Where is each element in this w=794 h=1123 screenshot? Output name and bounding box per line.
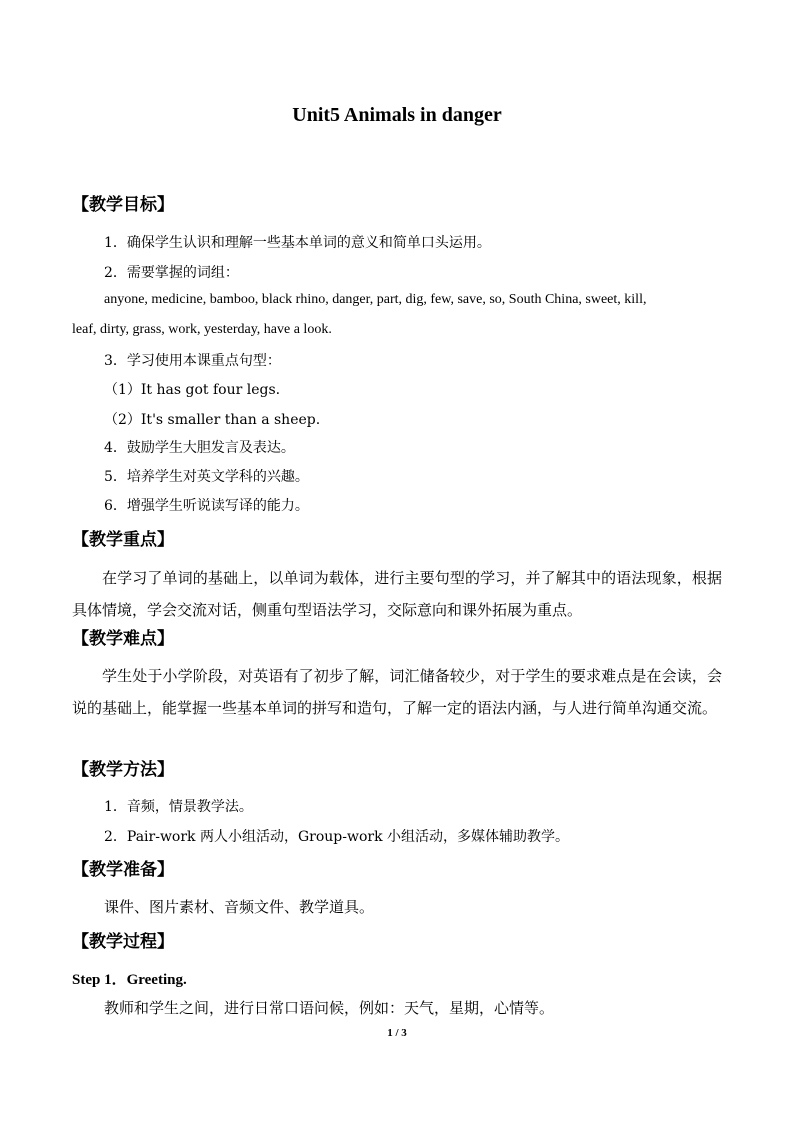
heading-methods: 【教学方法】 [72,760,174,780]
heading-difficulties: 【教学难点】 [72,629,174,649]
key-points-text: 在学习了单词的基础上，以单词为载体，进行主要句型的学习，并了解其中的语法现象，根据具体情境，学会交流对话，侧重句型语法学习，交际意向和课外拓展为重点。 [72,569,722,619]
objective-vocab-line-1: anyone, medicine, bamboo, black rhino, danger, part, dig, few, save, so, South China, sweet, kill, [104,292,647,307]
heading-process: 【教学过程】 [72,932,174,952]
document-title: Unit5 Animals in danger [292,104,502,126]
step-1-text: 教师和学生之间，进行日常口语问候，例如：天气，星期，心情等。 [104,999,555,1017]
heading-preparation: 【教学准备】 [72,860,174,880]
heading-key-points: 【教学重点】 [72,530,174,550]
objective-item-6: 6．增强学生听说读写译的能力。 [104,498,309,514]
page-indicator: 1 / 3 [387,1027,407,1039]
objective-sentence-1: （1）It has got four legs. [104,382,281,398]
method-item-2: 2．Pair-work 两人小组活动，Group-work 小组活动，多媒体辅助教学。 [104,829,570,845]
method-item-1: 1．音频，情景教学法。 [104,799,253,815]
objective-vocab-line-2: leaf, dirty, grass, work, yesterday, have a look. [72,322,332,337]
objective-item-2: 2．需要掌握的词组： [104,265,239,281]
objective-sentence-2: （2）It's smaller than a sheep. [104,412,321,428]
objective-item-3: 3．学习使用本课重点句型： [104,353,281,369]
heading-objectives: 【教学目标】 [72,195,174,215]
objective-item-1: 1．确保学生认识和理解一些基本单词的意义和简单口头运用。 [104,235,491,251]
objective-item-5: 5．培养学生对英文学科的兴趣。 [104,469,309,485]
difficulties-text: 学生处于小学阶段，对英语有了初步了解，词汇储备较少，对于学生的要求难点是在会读，会说的基础上，能掌握一些基本单词的拼写和造句，了解一定的语法内涵，与人进行简单沟通交流。 [72,667,722,717]
step-1-title: Step 1．Greeting. [72,972,187,988]
objective-item-4: 4．鼓励学生大胆发言及表达。 [104,440,295,456]
preparation-text: 课件、图片素材、音频文件、教学道具。 [104,898,375,916]
